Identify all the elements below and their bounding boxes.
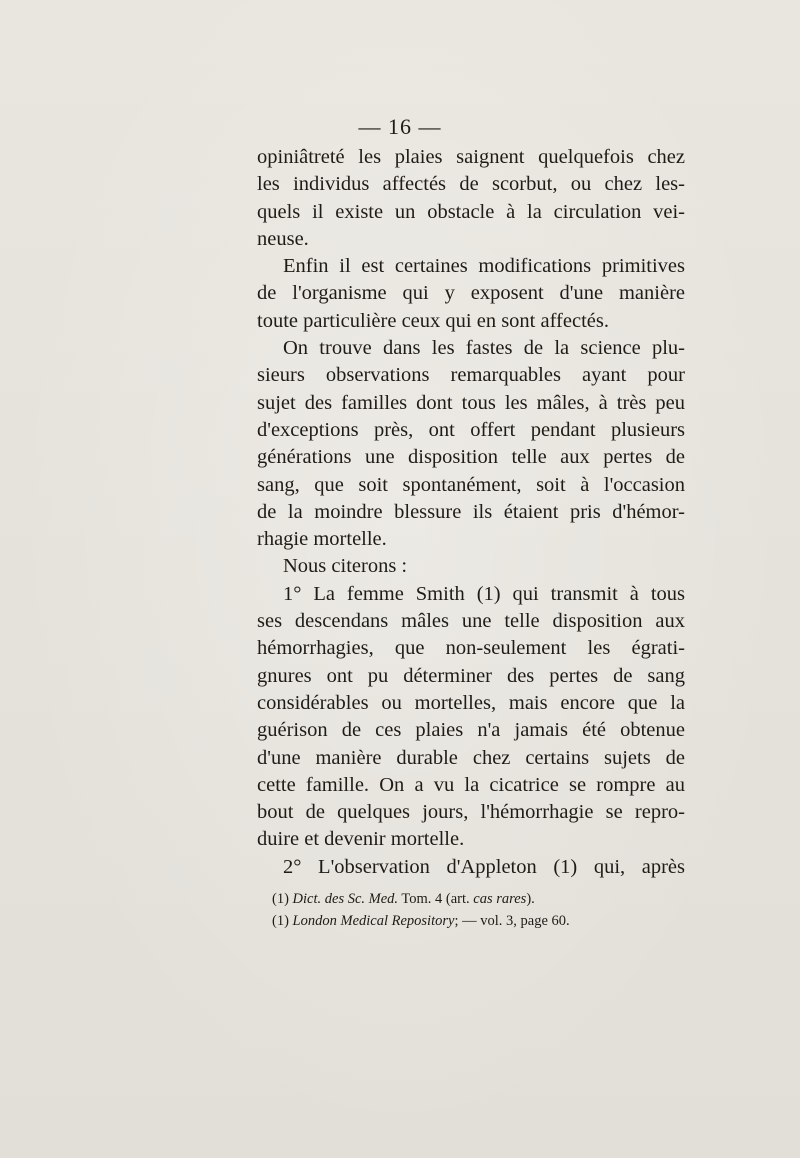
footnote-reference: Tom. 4 (art. xyxy=(401,891,470,907)
footnote xyxy=(272,888,692,910)
text-line: d'une manière durable chez certains sujets de xyxy=(257,746,685,769)
footnotes xyxy=(272,888,692,932)
text-line: On trouve dans les fastes de la science plu- xyxy=(283,337,685,360)
footnote-source-title: Dict. des Sc. Med. xyxy=(292,891,399,907)
text-line: sieurs observations remarquables ayant pour xyxy=(257,364,685,387)
footnote xyxy=(272,910,692,932)
text-line: de l'organisme qui y exposent d'une manière xyxy=(257,282,685,305)
footnote-source-title: London Medical Repository xyxy=(292,913,455,929)
text-line: Nous citerons : xyxy=(283,555,408,578)
page-number: — 16 — xyxy=(358,114,442,139)
text-line: générations une disposition telle aux pertes de xyxy=(257,446,685,469)
text-line: toute particulière ceux qui en sont affectés. xyxy=(257,309,609,332)
footnote-end: ). xyxy=(526,891,535,907)
text-line: d'exceptions près, ont offert pendant plusieurs xyxy=(257,418,685,441)
text-line: guérison de ces plaies n'a jamais été obtenue xyxy=(257,719,685,742)
text-line: considérables ou mortelles, mais encore que la xyxy=(257,691,685,714)
text-line: neuse. xyxy=(257,227,309,250)
footnote-marker: (1) xyxy=(272,891,289,907)
body-text xyxy=(257,144,685,881)
footnote-article: cas rares xyxy=(473,891,527,907)
text-line: ses descendans mâles une telle disposition aux xyxy=(257,610,685,633)
footnote-marker: (1) xyxy=(272,913,289,929)
text-line: 1° La femme Smith (1) qui transmit à tous xyxy=(283,582,685,605)
text-line: opiniâtreté les plaies saignent quelquefois chez xyxy=(257,146,685,168)
footnote-reference: ; — vol. 3, page 60. xyxy=(454,913,570,929)
text-line: quels il existe un obstacle à la circulation vei- xyxy=(257,200,685,223)
text-line: les individus affectés de scorbut, ou chez les- xyxy=(257,173,685,196)
text-line: duire et devenir mortelle. xyxy=(257,828,465,851)
text-line: 2° L'observation d'Appleton (1) qui, après xyxy=(283,855,685,878)
text-line: cette famille. On a vu la cicatrice se rompre au xyxy=(257,773,685,796)
text-line: rhagie mortelle. xyxy=(257,528,387,551)
text-line: sujet des familles dont tous les mâles, à très peu xyxy=(257,391,685,414)
text-line: gnures ont pu déterminer des pertes de sang xyxy=(257,664,685,687)
text-line: de la moindre blessure ils étaient pris d'hémor- xyxy=(257,500,685,523)
text-line: hémorrhagies, que non-seulement les égrati- xyxy=(257,637,685,660)
text-line: bout de quelques jours, l'hémorrhagie se repro- xyxy=(257,801,685,824)
text-line: Enfin il est certaines modifications primitives xyxy=(283,255,685,278)
text-line: sang, que soit spontanément, soit à l'occasion xyxy=(257,473,685,496)
